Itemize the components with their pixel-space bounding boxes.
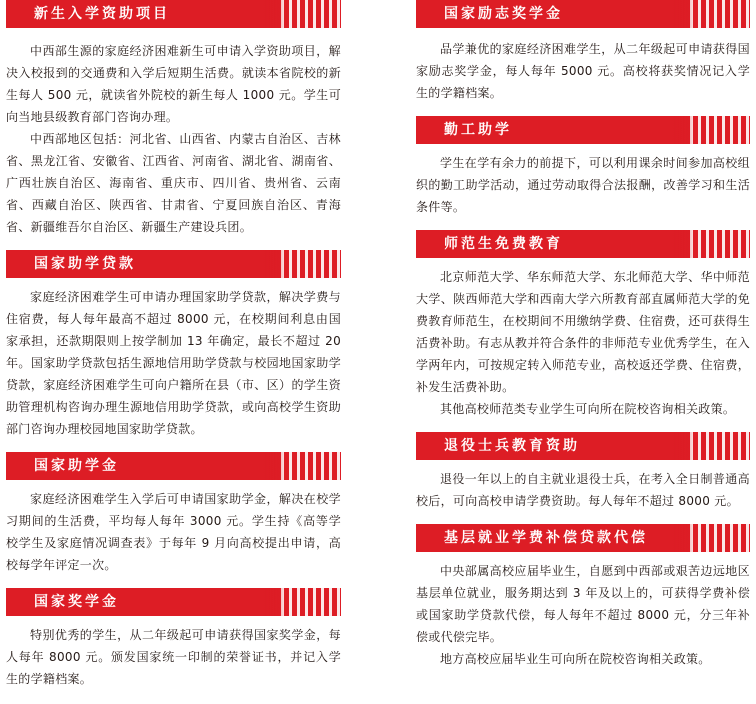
section-paragraph: 家庭经济困难学生入学后可申请国家助学金，解决在校学习期间的生活费，平均每人每年 3000 元。学生持《高等学校学生及家庭情况调查表》于每年 9 月向高校提出申请，高校每学年评定一次。 bbox=[6, 492, 341, 572]
section-title: 新生入学资助项目 bbox=[34, 6, 170, 22]
section-paragraph: 地方高校应届毕业生可向所在院校咨询相关政策。 bbox=[440, 652, 711, 666]
section-header-bar bbox=[416, 524, 750, 552]
section-national-student-loan bbox=[6, 250, 341, 440]
stripe-decoration bbox=[690, 432, 750, 460]
stripe-decoration bbox=[690, 0, 750, 28]
section-national-scholarship bbox=[6, 588, 341, 690]
stripe-decoration bbox=[281, 0, 341, 28]
section-title: 国家助学贷款 bbox=[34, 256, 136, 272]
section-title: 基层就业学费补偿贷款代偿 bbox=[444, 530, 648, 546]
section-national-grant bbox=[6, 452, 341, 576]
section-grassroots-loan-compensation bbox=[416, 524, 750, 670]
section-paragraph: 家庭经济困难学生可申请办理国家助学贷款，解决学费与住宿费，每人每年最高不超过 8000 元，在校期间利息由国家承担，还款期限则上按学制加 13 年确定，最长不超过 20 年。国家助学贷款包括生源地信用助学贷款与校园地国家助学贷款，家庭经济困难学生可向户籍所在县（市、区）的学生资助管理机构咨询办理生源地信用助学贷款，或向高校学生资助部门咨询办理校园地国家助学贷款。 bbox=[6, 290, 341, 436]
section-paragraph: 中央部属高校应届毕业生，自愿到中西部或艰苦边远地区基层单位就业，服务期达到 3 年及以上的，可获得学费补偿或国家助学贷款代偿，每人每年不超过 8000 元，分三年补偿或代偿完毕。 bbox=[416, 564, 750, 644]
section-paragraph: 退役一年以上的自主就业退役士兵，在考入全日制普通高校后，可向高校申请学费资助。每人每年不超过 8000 元。 bbox=[416, 472, 750, 508]
section-header-bar bbox=[416, 0, 750, 28]
section-header-bar bbox=[6, 588, 341, 616]
section-paragraph: 品学兼优的家庭经济困难学生，从二年级起可申请获得国家励志奖学金，每人每年 5000 元。高校将获奖情况记入学生的学籍档案。 bbox=[416, 42, 750, 100]
section-header-bar bbox=[6, 452, 341, 480]
stripe-decoration bbox=[281, 588, 341, 616]
section-paragraph: 特别优秀的学生，从二年级起可申请获得国家奖学金，每人每年 8000 元。颁发国家统一印制的荣誉证书，并记入学生的学籍档案。 bbox=[6, 628, 341, 686]
section-header-bar bbox=[416, 116, 750, 144]
section-paragraph: 北京师范大学、华东师范大学、东北师范大学、华中师范大学、陕西师范大学和西南大学六所教育部直属师范大学的免费教育师范生，在校期间不用缴纳学费、住宿费，还可获得生活费补助。有志从教并符合条件的非师范专业优秀学生，在入学两年内，可按规定转入师范专业，高校返还学费、住宿费，补发生活费补助。 bbox=[416, 270, 750, 394]
stripe-decoration bbox=[690, 116, 750, 144]
stripe-decoration bbox=[281, 452, 341, 480]
left-column bbox=[6, 0, 341, 690]
section-header-bar bbox=[6, 250, 341, 278]
section-new-student-aid bbox=[6, 0, 341, 238]
section-work-study bbox=[416, 116, 750, 218]
stripe-decoration bbox=[690, 524, 750, 552]
stripe-decoration bbox=[281, 250, 341, 278]
section-encouragement-scholarship bbox=[416, 0, 750, 104]
section-title: 国家助学金 bbox=[34, 458, 119, 474]
section-veteran-education-aid bbox=[416, 432, 750, 512]
section-title: 国家奖学金 bbox=[34, 594, 119, 610]
stripe-decoration bbox=[690, 230, 750, 258]
section-header-bar bbox=[416, 230, 750, 258]
section-paragraph: 其他高校师范类专业学生可向所在院校咨询相关政策。 bbox=[440, 402, 736, 416]
section-free-teacher-education bbox=[416, 230, 750, 420]
section-header-bar bbox=[6, 0, 341, 28]
section-title: 国家励志奖学金 bbox=[444, 6, 563, 22]
section-title: 勤工助学 bbox=[444, 122, 512, 138]
section-paragraph: 学生在学有余力的前提下，可以利用课余时间参加高校组织的勤工助学活动，通过劳动取得合法报酬，改善学习和生活条件等。 bbox=[416, 156, 750, 214]
section-header-bar bbox=[416, 432, 750, 460]
section-title: 退役士兵教育资助 bbox=[444, 438, 580, 454]
section-title: 师范生免费教育 bbox=[444, 236, 563, 252]
right-column bbox=[416, 0, 750, 670]
section-paragraph: 中西部地区包括：河北省、山西省、内蒙古自治区、吉林省、黑龙江省、安徽省、江西省、河南省、湖北省、湖南省、广西壮族自治区、海南省、重庆市、四川省、贵州省、云南省、西藏自治区、陕西省、甘肃省、宁夏回族自治区、青海省、新疆维吾尔自治区、新疆生产建设兵团。 bbox=[6, 132, 341, 234]
section-paragraph: 中西部生源的家庭经济困难新生可申请入学资助项目，解决入校报到的交通费和入学后短期生活费。就读本省院校的新生每人 500 元，就读省外院校的新生每人 1000 元。学生可向当地县级教育部门咨询办理。 bbox=[6, 44, 341, 124]
